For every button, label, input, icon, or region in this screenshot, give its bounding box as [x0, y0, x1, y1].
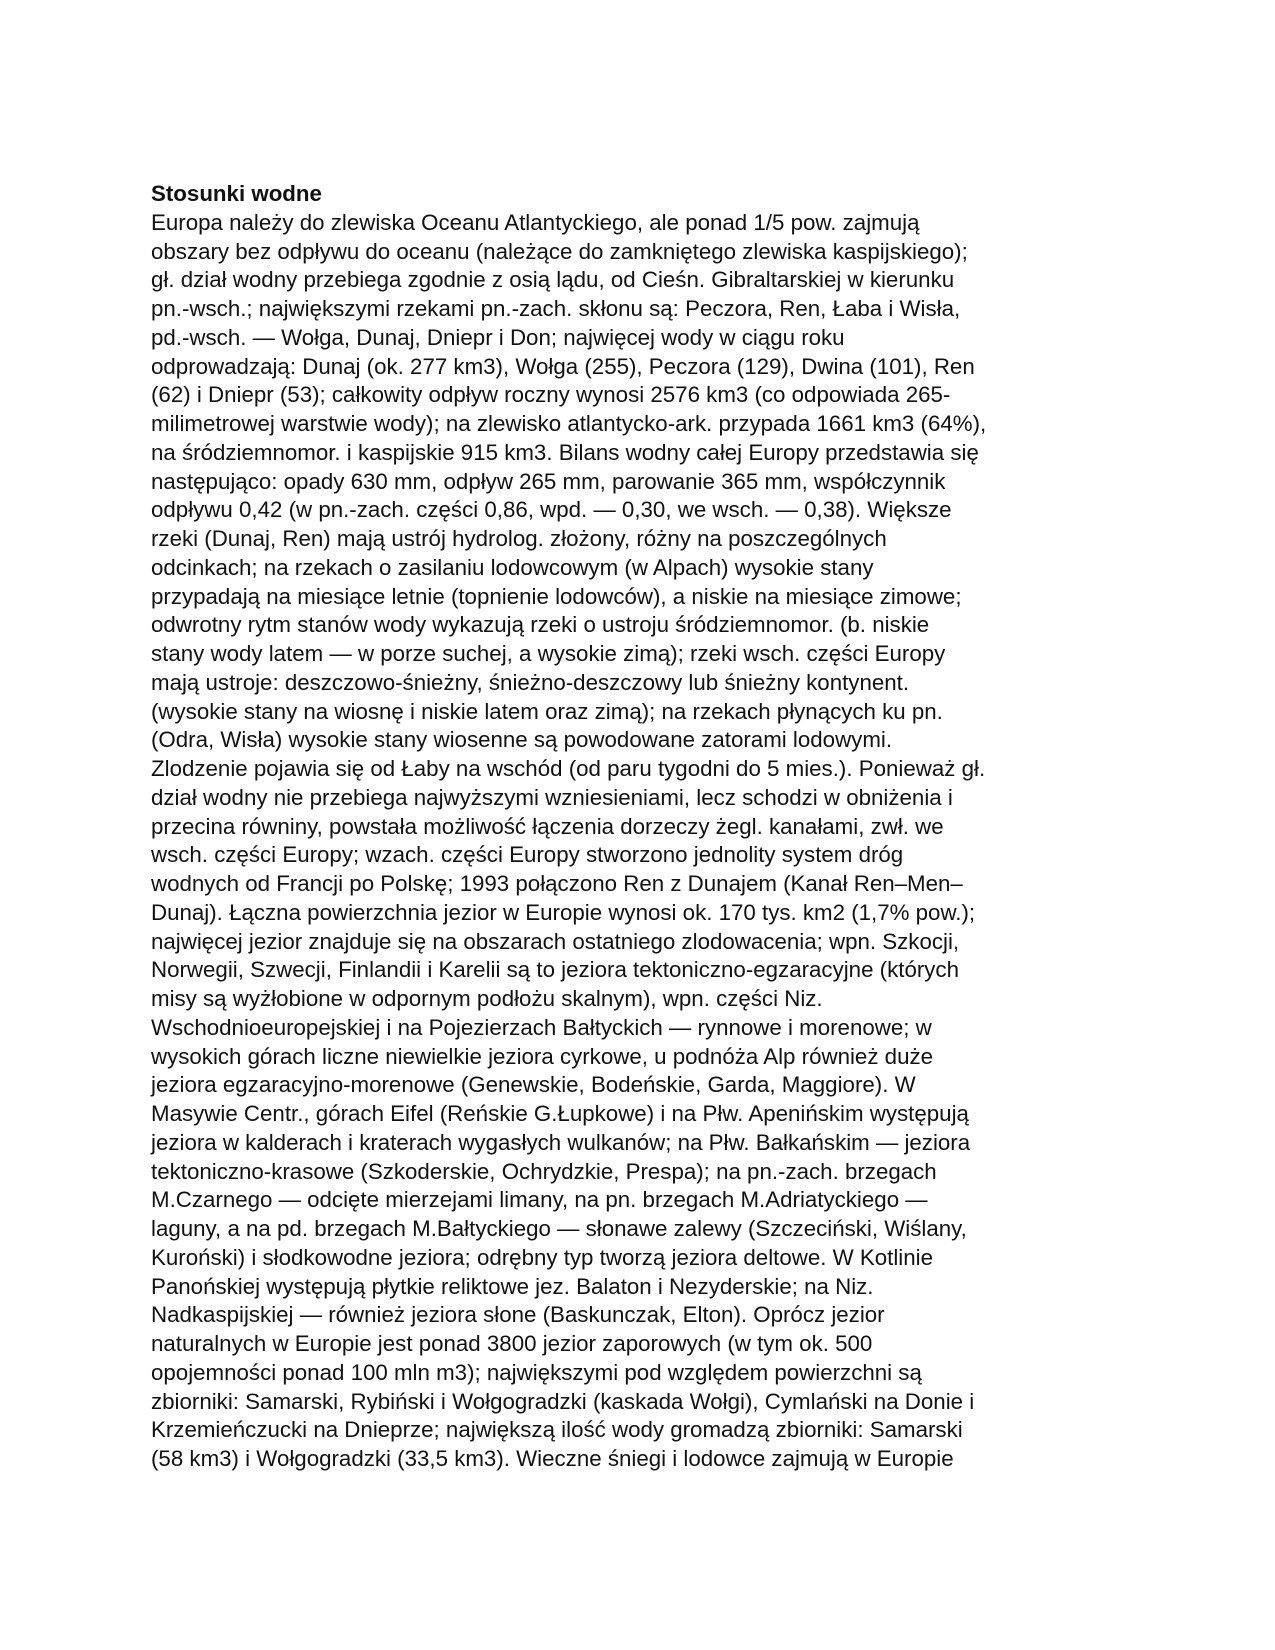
text-line: Kuroński) i słodkowodne jeziora; odrębny typ tworzą jeziora deltowe. W Kotlinie [151, 1244, 934, 1270]
text-line: misy są wyżłobione w odpornym podłożu skalnym), wpn. części Niz. [151, 986, 823, 1011]
text-line: jeziora egzaracyjno-morenowe (Genewskie, Bodeńskie, Garda, Maggiore). W [151, 1072, 916, 1098]
text-line: (58 km3) i Wołgogradzki (33,5 km3). Wieczne śniegi i lodowce zajmują w Europie [151, 1446, 954, 1471]
paragraph [151, 209, 1151, 1474]
text-line: odprowadzają: Dunaj (ok. 277 km3), Wołga (255), Peczora (129), Dwina (101), Ren [151, 353, 975, 379]
text-line: stany wody latem — w porze suchej, a wysokie zimą); rzeki wsch. części Europy [151, 641, 946, 666]
text-line: pn.-wsch.; największymi rzekami pn.-zach. skłonu są: Peczora, Ren, Łaba i Wisła, [151, 296, 961, 321]
text-line: przecina równiny, powstała możliwość łączenia dorzeczy żegl. kanałami, zwł. we [151, 813, 944, 839]
document-body [151, 180, 1151, 1474]
text-line: obszary bez odpływu do oceanu (należące do zamkniętego zlewiska kaspijskiego); [151, 238, 968, 264]
text-line: zbiorniki: Samarski, Rybiński i Wołgogradzki (kaskada Wołgi), Cymlański na Donie i [151, 1388, 975, 1414]
text-line: Nadkaspijskiej — również jeziora słone (Baskunczak, Elton). Oprócz jezior [151, 1302, 885, 1328]
text-line: milimetrowej warstwie wody); na zlewisko atlantycko-ark. przypada 1661 km3 (64%), [151, 411, 987, 436]
text-line: rzeki (Dunaj, Ren) mają ustrój hydrolog. złożony, różny na poszczególnych [151, 526, 887, 551]
text-line: odpływu 0,42 (w pn.-zach. części 0,86, wpd. — 0,30, we wsch. — 0,38). Większe [151, 497, 952, 523]
text-line: (62) i Dniepr (53); całkowity odpływ roczny wynosi 2576 km3 (co odpowiada 265- [151, 382, 951, 408]
text-line: (Odra, Wisła) wysokie stany wiosenne są powodowane zatorami lodowymi. [151, 727, 893, 753]
text-line: (wysokie stany na wiosnę i niskie latem oraz zimą); na rzekach płynących ku pn. [151, 698, 943, 724]
text-line: odcinkach; na rzekach o zasilaniu lodowcowym (w Alpach) wysokie stany [151, 554, 874, 580]
text-line: wodnych od Francji po Polskę; 1993 połączono Ren z Dunajem (Kanał Ren–Men– [151, 871, 963, 896]
text-line: tektoniczno-krasowe (Szkoderskie, Ochrydzkie, Prespa); na pn.-zach. brzegach [151, 1158, 937, 1184]
text-line: mają ustroje: deszczowo-śnieżny, śnieżno-deszczowy lub śnieżny kontynent. [151, 669, 910, 695]
text-line: Wschodnioeuropejskiej i na Pojezierzach Bałtyckich — rynnowe i morenowe; w [151, 1014, 932, 1040]
text-line: odwrotny rytm stanów wody wykazują rzeki o ustroju śródziemnomor. (b. niskie [151, 612, 930, 638]
text-line: laguny, a na pd. brzegach M.Bałtyckiego — słonawe zalewy (Szczeciński, Wiślany, [151, 1216, 967, 1241]
text-line: wsch. części Europy; wzach. części Europy stworzono jednolity system dróg [151, 842, 904, 868]
text-line: przypadają na miesiące letnie (topnienie lodowców), a niskie na miesiące zimowe; [151, 583, 962, 609]
text-line: Panońskiej występują płytkie reliktowe jez. Balaton i Nezyderskie; na Niz. [151, 1273, 874, 1299]
text-line: na śródziemnomor. i kaspijskie 915 km3. Bilans wodny całej Europy przedstawia się [151, 439, 979, 465]
section-heading: Stosunki wodne [151, 181, 322, 206]
text-line: Krzemieńczucki na Dnieprze; największą ilość wody gromadzą zbiorniki: Samarski [151, 1417, 963, 1443]
text-line: Europa należy do zlewiska Oceanu Atlantyckiego, ale ponad 1/5 pow. zajmują [151, 209, 920, 235]
text-line: Dunaj). Łączna powierzchnia jezior w Europie wynosi ok. 170 tys. km2 (1,7% pow.); [151, 899, 976, 925]
text-line: dział wodny nie przebiega najwyższymi wzniesieniami, lecz schodzi w obniżenia i [151, 784, 953, 810]
text-line: wysokich górach liczne niewielkie jeziora cyrkowe, u podnóża Alp również duże [151, 1043, 934, 1069]
text-line: następująco: opady 630 mm, odpływ 265 mm, parowanie 365 mm, współczynnik [151, 468, 946, 494]
text-line: naturalnych w Europie jest ponad 3800 jezior zaporowych (w tym ok. 500 [151, 1331, 873, 1356]
text-line: jeziora w kalderach i kraterach wygasłych wulkanów; na Płw. Bałkańskim — jeziora [151, 1129, 971, 1155]
text-line: M.Czarnego — odcięte mierzejami limany, na pn. brzegach M.Adriatyckiego — [151, 1187, 928, 1213]
text-line: Norwegii, Szwecji, Finlandii i Karelii są to jeziora tektoniczno-egzaracyjne (których [151, 957, 959, 983]
text-line: gł. dział wodny przebiega zgodnie z osią lądu, od Cieśn. Gibraltarskiej w kierunku [151, 267, 955, 293]
text-line: pd.-wsch. — Wołga, Dunaj, Dniepr i Don; najwięcej wody w ciągu roku [151, 324, 845, 350]
text-line: opojemności ponad 100 mln m3); największymi pod względem powierzchni są [151, 1359, 922, 1385]
text-line: najwięcej jezior znajduje się na obszarach ostatniego zlodowacenia; wpn. Szkocji, [151, 928, 960, 954]
text-line: Zlodzenie pojawia się od Łaby na wschód (od paru tygodni do 5 mies.). Ponieważ gł. [151, 756, 986, 781]
text-line: Masywie Centr., górach Eifel (Reńskie G.Łupkowe) i na Płw. Apenińskim występują [151, 1101, 969, 1126]
